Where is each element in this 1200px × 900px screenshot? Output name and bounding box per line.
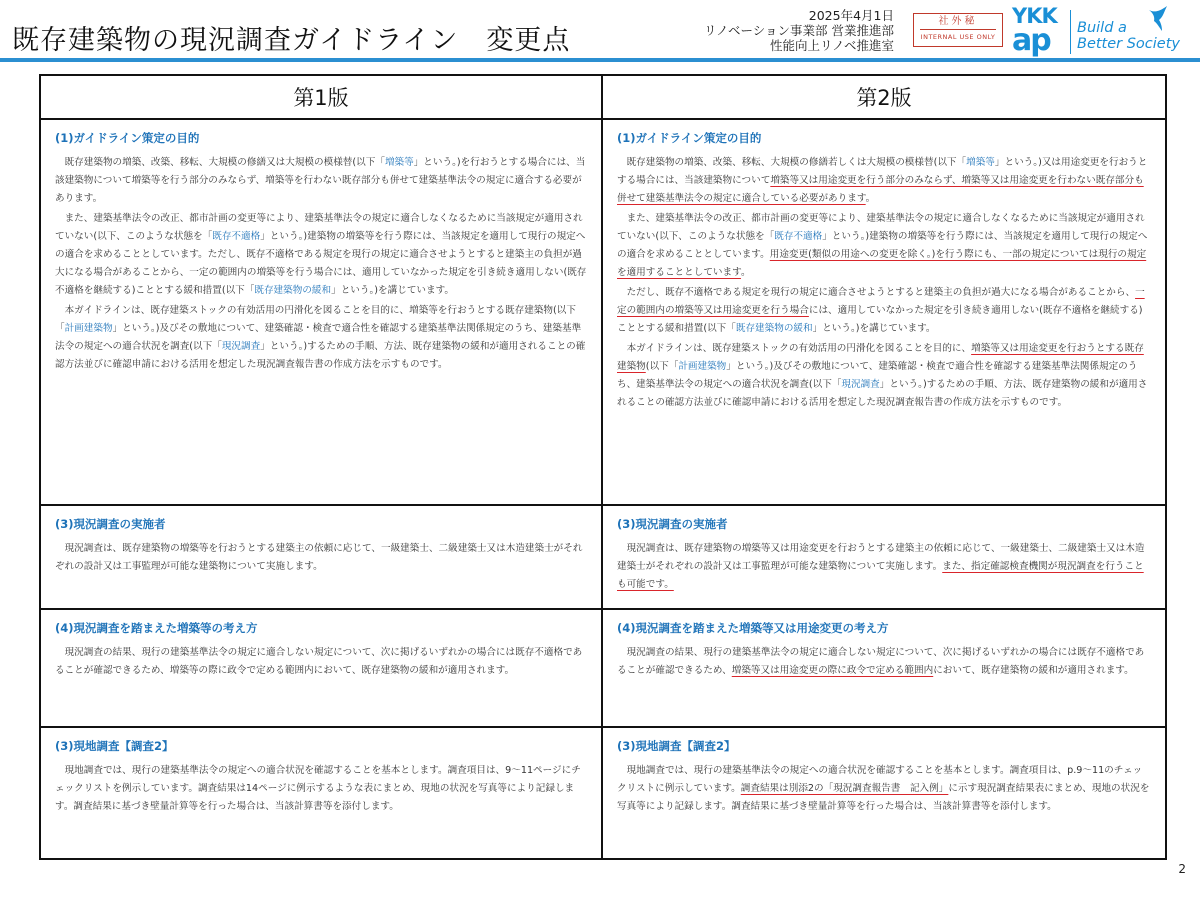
text-segment: また、建築基準法令の改正、都市計画の変更等により、建築基準法令の規定に適合しなくなるために当該規定が適用されていない(以下、このような状態を「	[55, 213, 583, 242]
text-segment: 現況調査の結果、現行の建築基準法令の規定に適合しない規定について、次に掲げるいずれかの場合には既存不適格であることが確認できるため、増築等の際に政令で定める範囲内において、既存建築物の緩和が適用されます。	[55, 647, 583, 676]
text-segment: (以下「	[645, 361, 679, 372]
defined-term: 計画建築物	[64, 323, 113, 334]
column-header-version-1: 第1版	[40, 75, 602, 119]
text-segment: 」という。)建築物の増築等を行う際には、当該規定を適用して現行の規定への適合を求めることとしています。	[617, 231, 1148, 260]
header	[0, 0, 1200, 62]
text-segment: 」という。)及びその敷地について、建築確認・検査で適合性を確認する建築基準法関係規定のうち、建築基準法令の規定への適合状況を調査(以下「	[617, 361, 1138, 390]
defined-term: 既存建築物の緩和	[735, 323, 813, 334]
bird-icon	[1146, 4, 1170, 32]
text-segment: また、建築基準法令の改正、都市計画の変更等により、建築基準法令の規定に適合しなくなるために当該規定が適用されていない(以下、このような状態を「	[617, 213, 1145, 242]
text-segment: 」という。)又は用途変更を行おうとする場合には、当該建築物について	[617, 157, 1148, 186]
section-v2	[603, 120, 1165, 418]
text-segment: 現況調査は、既存建築物の増築等又は用途変更を行おうとする建築主の依頼に応じて、一級建築士、二級建築士又は木造建築士がそれぞれの設計又は工事監理が可能な建築物について実施します。	[617, 543, 1145, 572]
section-v1	[41, 120, 601, 380]
section-heading: (3)現地調査【調査2】	[617, 739, 736, 753]
defined-term: 増築等	[966, 157, 995, 168]
text-segment: 」という。)するための手順、方法、既存建築物の緩和が適用されることの確認方法並びに確認申請における活用を想定した現況調査報告書の作成方法を示すものです。	[617, 379, 1148, 408]
confidential-stamp	[913, 13, 1003, 47]
text-segment: 」という。)を講じています。	[812, 323, 936, 334]
table-row	[40, 505, 1166, 609]
slogan-line-2: Better Society	[1077, 36, 1180, 52]
table-row	[40, 609, 1166, 727]
changed-text: 増築等又は用途変更を行おうとする既存建築物	[617, 343, 1144, 372]
text-segment: 」という。)建築物の増築等を行う際には、当該規定を適用して現行の規定への適合を求めることとしています。ただし、既存不適格である規定を現行の規定に適合させようとすると建築主の負担が過大になる場合があることから、一定の範囲内の増築等を行う場合には、適用していなかった規定を引き続き適用しない(既存不適格を継続する)こととする緩和措置(以下「	[55, 231, 587, 296]
section-v1	[41, 728, 601, 822]
table-header-row	[40, 75, 1166, 119]
paragraph	[55, 154, 587, 208]
text-segment: 既存建築物の増築、改築、移転、大規模の修繕又は大規模の模様替(以下「	[64, 157, 385, 168]
text-segment: 本ガイドラインは、既存建築ストックの有効活用の円滑化を図ることを目的に、増築等を行おうとする既存建築物(以下「	[55, 305, 576, 334]
section-v1	[41, 506, 601, 582]
stamp-main: 社外秘	[920, 14, 996, 30]
text-segment: ただし、既存不適格である規定を現行の規定に適合させようとすると建築主の負担が過大になる場合があることから、	[626, 287, 1136, 298]
paragraph	[617, 284, 1151, 338]
cell-v2-approach	[602, 609, 1166, 727]
cell-v2-site-survey	[602, 727, 1166, 859]
defined-term: 計画建築物	[678, 361, 727, 372]
defined-term: 現況調査	[221, 341, 261, 352]
company-logo	[1012, 5, 1072, 57]
cell-v1-site-survey	[40, 727, 602, 859]
comparison-table	[39, 74, 1167, 860]
text-segment: 」という。)及びその敷地について、建築確認・検査で適合性を確認する建築基準法関係規定のうち、建築基準法令の規定への適合状況を調査(以下「	[55, 323, 582, 352]
paragraph	[617, 210, 1151, 282]
changed-text: 増築等又は用途変更を行う部分のみならず、増築等又は用途変更を行わない既存部分も併せて建築基準法令の規定に適合している必要があります	[617, 175, 1144, 204]
text-segment: 本ガイドラインは、既存建築ストックの有効活用の円滑化を図ることを目的に、	[626, 343, 972, 354]
stamp-sub: INTERNAL USE ONLY	[920, 33, 996, 41]
section-heading: (4)現況調査を踏まえた増築等の考え方	[55, 621, 258, 635]
paragraph	[55, 540, 587, 576]
paragraph	[55, 302, 587, 374]
changed-text: 用途変更(類似の用途への変更を除く。)を行う際にも、一部の規定については現行の規定を適用することとしています	[617, 249, 1147, 278]
table-row	[40, 727, 1166, 859]
defined-term: 現況調査	[841, 379, 880, 390]
changed-text: 一定の範囲内の増築等又は用途変更を行う場合	[617, 287, 1145, 316]
defined-term: 既存不適格	[774, 231, 823, 242]
text-segment: 既存建築物の増築、改築、移転、大規模の修繕若しくは大規模の模様替(以下「	[626, 157, 967, 168]
logo-divider	[1070, 10, 1071, 54]
paragraph	[55, 644, 587, 680]
paragraph	[617, 644, 1151, 680]
text-segment: において、既存建築物の緩和が適用されます。	[933, 665, 1134, 676]
department-line-2: 性能向上リノベ推進室	[769, 38, 894, 53]
date: 2025年4月1日	[808, 8, 894, 23]
page-number: 2	[1178, 862, 1186, 876]
logo-top: YKK	[1012, 4, 1057, 28]
defined-term: 増築等	[384, 157, 414, 168]
cell-v1-approach	[40, 609, 602, 727]
table-row	[40, 119, 1166, 505]
changed-text: 調査結果は別添2の「現況調査報告書 記入例」	[740, 783, 949, 794]
text-segment: 現況調査の結果、現行の建築基準法令の規定に適合しない規定について、次に掲げるいずれかの場合には既存不適格であることが確認できるため、	[617, 647, 1145, 676]
text-segment: 」という。)するための手順、方法、既存建築物の緩和が適用されることの確認方法並びに確認申請における活用を想定した現況調査報告書の作成方法を示すものです。	[55, 341, 586, 370]
text-segment: 現地調査では、現行の建築基準法令の規定への適合状況を確認することを基本とします。調査項目は、p.9～11のチェックリストに例示しています。	[617, 765, 1143, 794]
section-v2	[603, 610, 1165, 686]
section-heading: (4)現況調査を踏まえた増築等又は用途変更の考え方	[617, 621, 889, 635]
slogan-line-1: Build a	[1077, 20, 1127, 36]
section-heading: (3)現地調査【調査2】	[55, 739, 174, 753]
paragraph	[617, 340, 1151, 412]
header-meta	[704, 8, 894, 53]
section-heading: (3)現況調査の実施者	[55, 517, 166, 531]
paragraph	[617, 762, 1151, 816]
column-header-version-2: 第2版	[602, 75, 1166, 119]
text-segment: には、適用していなかった規定を引き続き適用しない(既存不適格を継続する)こととする緩和措置(以下「	[617, 305, 1143, 334]
paragraph	[617, 154, 1151, 208]
text-segment: 。	[740, 267, 751, 278]
text-segment: 現況調査は、既存建築物の増築等を行おうとする建築主の依頼に応じて、一級建築士、二級建築士又は木造建築士がそれぞれの設計又は工事監理が可能な建築物について実施します。	[55, 543, 583, 572]
section-v2	[603, 728, 1165, 822]
section-v2	[603, 506, 1165, 600]
cell-v2-implementer	[602, 505, 1166, 609]
defined-term: 既存不適格	[212, 231, 261, 242]
header-divider	[0, 58, 1200, 62]
paragraph	[55, 762, 587, 816]
page-title: 既存建築物の現況調査ガイドライン 変更点	[12, 25, 571, 56]
text-segment: 」という。)を講じています。	[331, 285, 455, 296]
department-line-1: リノベーション事業部 営業推進部	[704, 23, 894, 38]
cell-v2-purpose	[602, 119, 1166, 505]
section-heading: (1)ガイドライン策定の目的	[55, 131, 200, 145]
text-segment: 現地調査では、現行の建築基準法令の規定への適合状況を確認することを基本とします。調査項目は、9～11ページにチェックリストを例示しています。調査結果は14ページに例示するような表にまとめ、現地の状況を写真等により記録します。調査結果に基づき壁量計算等を行った場合は、当該計算書等を添付します。	[55, 765, 581, 812]
text-segment: 。	[865, 193, 876, 204]
paragraph	[617, 540, 1151, 594]
paragraph	[55, 210, 587, 300]
changed-text: また、指定確認検査機関が現況調査を行うことも可能です。	[617, 561, 1144, 590]
text-segment: 」という。)を行おうとする場合には、当該建築物について増築等を行う部分のみならず、増築等を行わない既存部分も併せて建築基準法令の規定に適合する必要があります。	[55, 157, 586, 204]
logo-bottom: ap	[1012, 23, 1050, 58]
changed-text: 増築等又は用途変更の際に政令で定める範囲内	[731, 665, 934, 676]
defined-term: 既存建築物の緩和	[254, 285, 332, 296]
cell-v1-implementer	[40, 505, 602, 609]
section-v1	[41, 610, 601, 686]
text-segment: に示す現況調査結果表にまとめ、現地の状況を写真等により記録します。調査結果に基づき壁量計算等を行った場合は、当該計算書等を添付します。	[617, 783, 1150, 812]
section-heading: (1)ガイドライン策定の目的	[617, 131, 762, 145]
cell-v1-purpose	[40, 119, 602, 505]
section-heading: (3)現況調査の実施者	[617, 517, 728, 531]
